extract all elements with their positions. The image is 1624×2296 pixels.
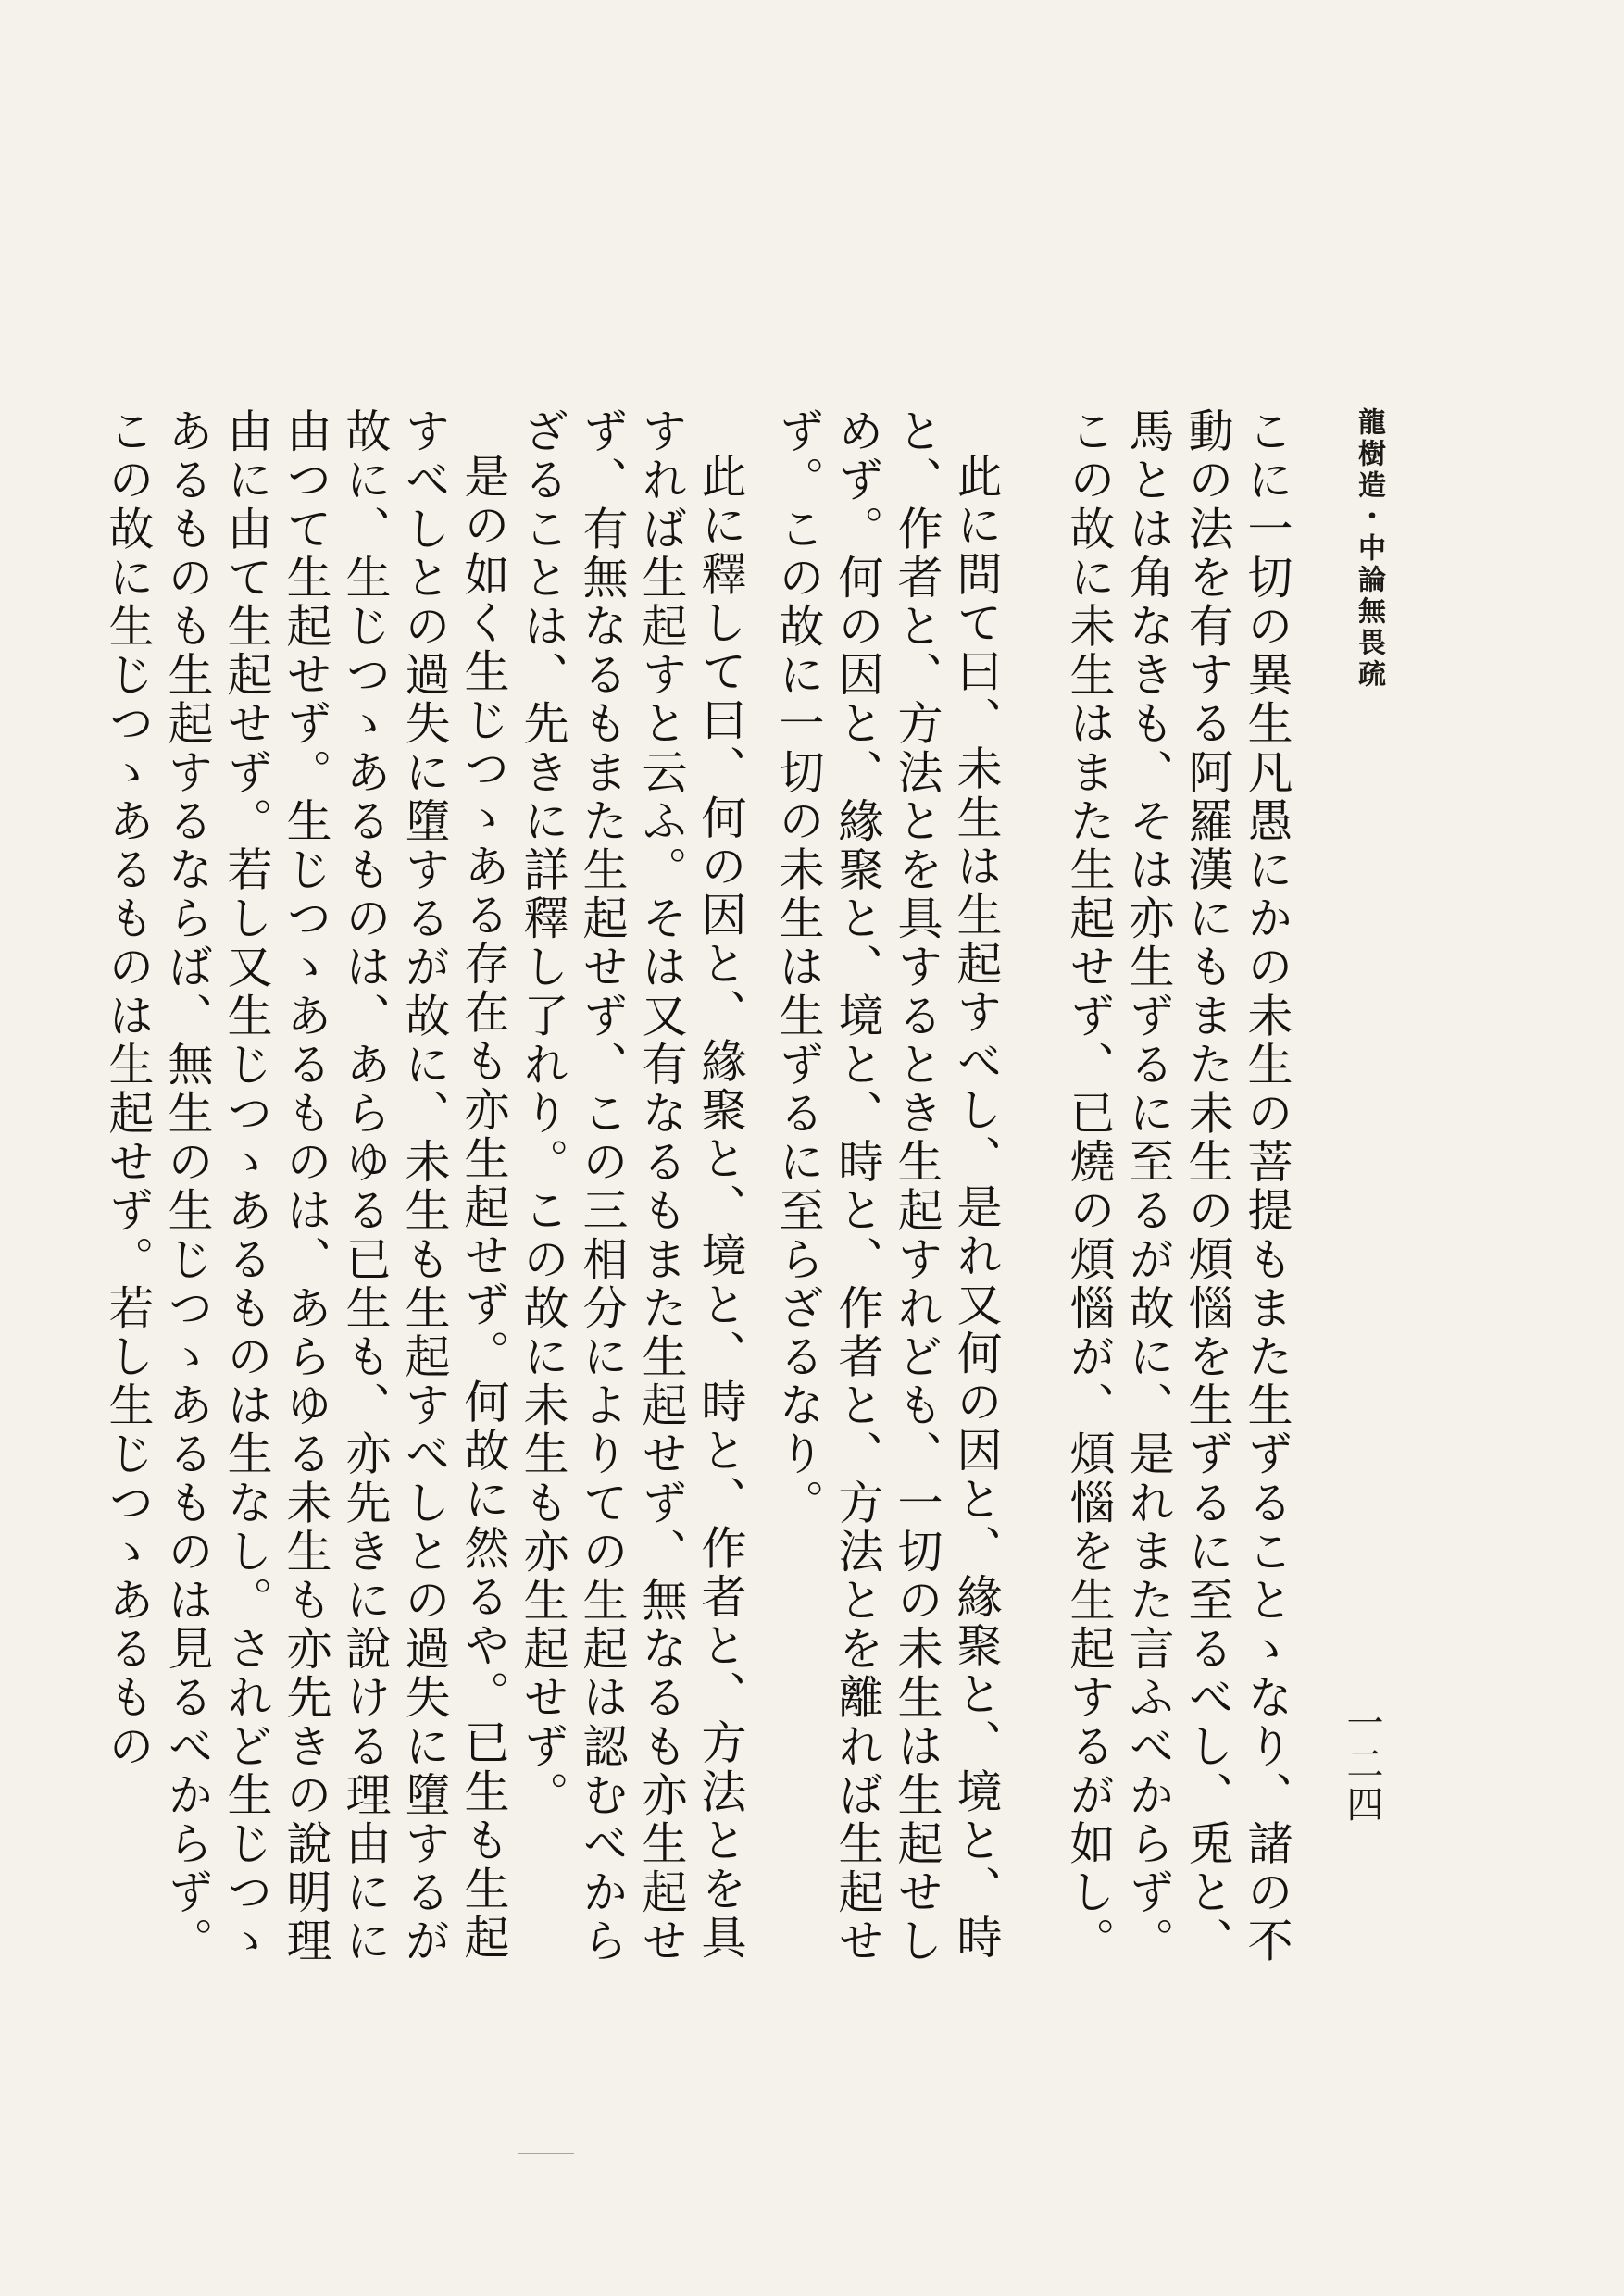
paragraph-3: 此に釋して曰、何の因と、緣聚と、境と、時と、作者と、方法とを具すれば生起すと云ふ。そは又有なるもまた生起せず、無なるも亦生起せず、有無なるもまた生起せず、この三相分によりての生起は認むべからざることは、先きに詳釋し了れり。この故に未生も亦生起せず。 [517,407,747,1966]
footer-rule [518,2152,574,2154]
page-number: 一二四 [1341,1703,1383,1826]
paragraph-2: 此に問て曰、未生は生起すべし、是れ又何の因と、緣聚と、境と、時と、作者と、方法とを具するとき生起すれども、一切の未生は生起せしめず。何の因と、緣聚と、境と、時と、作者と、方法とを離れば生起せず。この故に一切の未生は生ずるに至らざるなり。 [772,407,1003,1966]
paragraph-4: 是の如く生じつゝある存在も亦生起せず。何故に然るや。已生も生起すべしとの過失に墮するが故に、未生も生起すべしとの過失に墮するが故に、生じつゝあるものは、あらゆる已生も、亦先きに說ける理由にに由つて生起せず。生じつゝあるものは、あらゆる未生も亦先きの說明理由に由て生起せず。若し又生じつゝあるものは生なし。されど生じつゝあるものも生起するならば、無生の生じつゝあるものは見るべからず。この故に生じつゝあるものは生起せず。若し生じつゝあるもの [102,407,510,1966]
paragraph-1: こに一切の異生凡愚にかの未生の菩提もまた生ずることゝなり、諸の不動の法を有する阿羅漢にもまた未生の煩惱を生ずるに至るべし、兎と、馬とは角なきも、そは亦生ずるに至るが故に、是れまた言ふべからず。この故に未生はまた生起せず、已燒の煩惱が、煩惱を生起するが如し。 [1063,407,1293,1966]
running-title: 龍樹造・中論無畏疏 [1353,407,1385,691]
body-text [102,407,1296,2000]
